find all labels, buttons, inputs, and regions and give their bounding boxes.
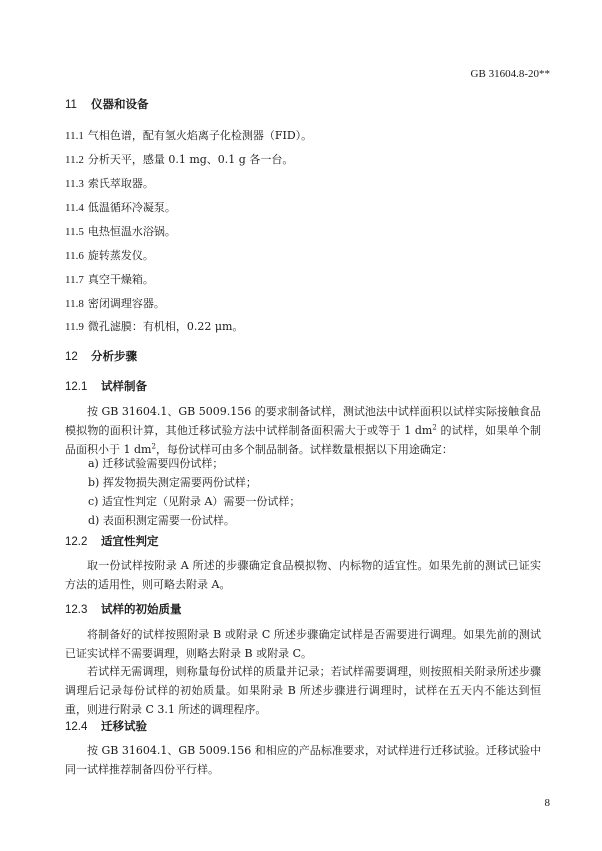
superscript: 2: [151, 441, 156, 450]
list-item: [65, 247, 154, 263]
paragraph: [65, 403, 541, 459]
paragraph: 按 GB 31604.1、GB 5009.156 和相应的产品标准要求，对试样进行迁移试验。迁移试验中同一试样推荐制备四份平行样。: [65, 744, 541, 776]
document-code: GB 31604.8-20**: [470, 68, 550, 80]
item-number: 11.2: [65, 154, 84, 166]
subsection-number: 12.4: [65, 721, 88, 733]
page-number: 8: [544, 797, 550, 809]
list-item: [65, 151, 293, 167]
item-number: 11.8: [65, 298, 84, 310]
list-item: [65, 175, 154, 191]
item-text: 真空干燥箱。: [87, 273, 154, 286]
subsection-number: 12.3: [65, 604, 88, 616]
superscript: 2: [432, 423, 437, 432]
paragraph-text: 按 GB 31604.1、GB 5009.156 的要求制备试样，测试池法中试样面积以试样实际接触食品模拟物的面积计算，其他迁移试验方法中试样制备面积需大于或等于 1 dm: [65, 405, 541, 437]
section-title: 分析步骤: [91, 349, 137, 363]
item-text: 密闭调理容器。: [87, 297, 165, 310]
item-text: 低温循环冷凝泵。: [87, 201, 176, 214]
list-item: [65, 271, 154, 287]
subsection-title: 试样制备: [101, 379, 147, 393]
subsection-title: 适宜性判定: [101, 534, 159, 548]
list-item: [65, 127, 312, 143]
list-item: a) 迁移试验需要四份试样；: [88, 457, 224, 470]
section-12-heading: [65, 348, 137, 364]
section-11-heading: [65, 96, 149, 112]
subsection-12-2-heading: [65, 533, 159, 549]
item-text: 索氏萃取器。: [87, 177, 154, 190]
item-number: 11.3: [65, 178, 84, 190]
item-text: 分析天平，感量 0.1 mg、0.1 g 各一台。: [87, 153, 294, 166]
item-number: 11.4: [65, 202, 84, 214]
subsection-title: 迁移试验: [101, 719, 147, 733]
paragraph: 取一份试样按附录 A 所述的步骤确定食品模拟物、内标物的适宜性。如果先前的测试已证实方法的适用性，则可略去附录 A。: [65, 559, 541, 591]
subsection-number: 12.1: [65, 381, 88, 393]
list-item: c) 适宜性判定（见附录 A）需要一份试样；: [88, 495, 301, 508]
subsection-12-3-heading: [65, 601, 182, 617]
item-text: 旋转蒸发仪。: [87, 249, 154, 262]
list-item: d) 表面积测定需要一份试样。: [88, 514, 235, 527]
list-item: [65, 318, 243, 334]
item-text: 气相色谱，配有氢火焰离子化检测器（FID）。: [87, 129, 313, 142]
section-title: 仪器和设备: [91, 97, 149, 111]
paragraph: 若试样无需调理，则称量每份试样的质量并记录；若试样需要调理，则按照相关附录所述步骤调理后记录每份试样的初始质量。如果附录 B 所述步骤进行调理时，试样在五天内不能达到恒重，则进行附录 C 3.1 所述的调理程序。: [65, 665, 541, 716]
section-number: 11: [65, 99, 77, 111]
list-item: [65, 295, 165, 311]
item-number: 11.7: [65, 274, 84, 286]
subsection-title: 试样的初始质量: [101, 602, 182, 616]
paragraph-text: 的试样，如果单个制品面积小于 1 dm: [65, 423, 541, 456]
paragraph-text: ，每份试样可由多个制品制备。试样数量根据以下用途确定：: [155, 442, 453, 456]
paragraph: 将制备好的试样按照附录 B 或附录 C 所述步骤确定试样是否需要进行调理。如果先前的测试已证实试样不需要调理，则略去附录 B 或附录 C。: [65, 628, 541, 660]
item-text: 电热恒温水浴锅。: [87, 225, 176, 238]
item-number: 11.9: [65, 321, 84, 333]
item-number: 11.5: [65, 226, 84, 238]
subsection-number: 12.2: [65, 536, 88, 548]
item-number: 11.6: [65, 250, 84, 262]
list-item: [65, 223, 176, 239]
item-number: 11.1: [65, 130, 84, 142]
subsection-12-4-heading: [65, 718, 147, 734]
subsection-12-1-heading: [65, 378, 147, 394]
list-item: [65, 199, 176, 215]
section-number: 12: [65, 351, 78, 363]
list-item: b) 挥发物损失测定需要两份试样；: [88, 476, 257, 489]
item-text: 微孔滤膜：有机相，0.22 μm。: [87, 320, 244, 333]
